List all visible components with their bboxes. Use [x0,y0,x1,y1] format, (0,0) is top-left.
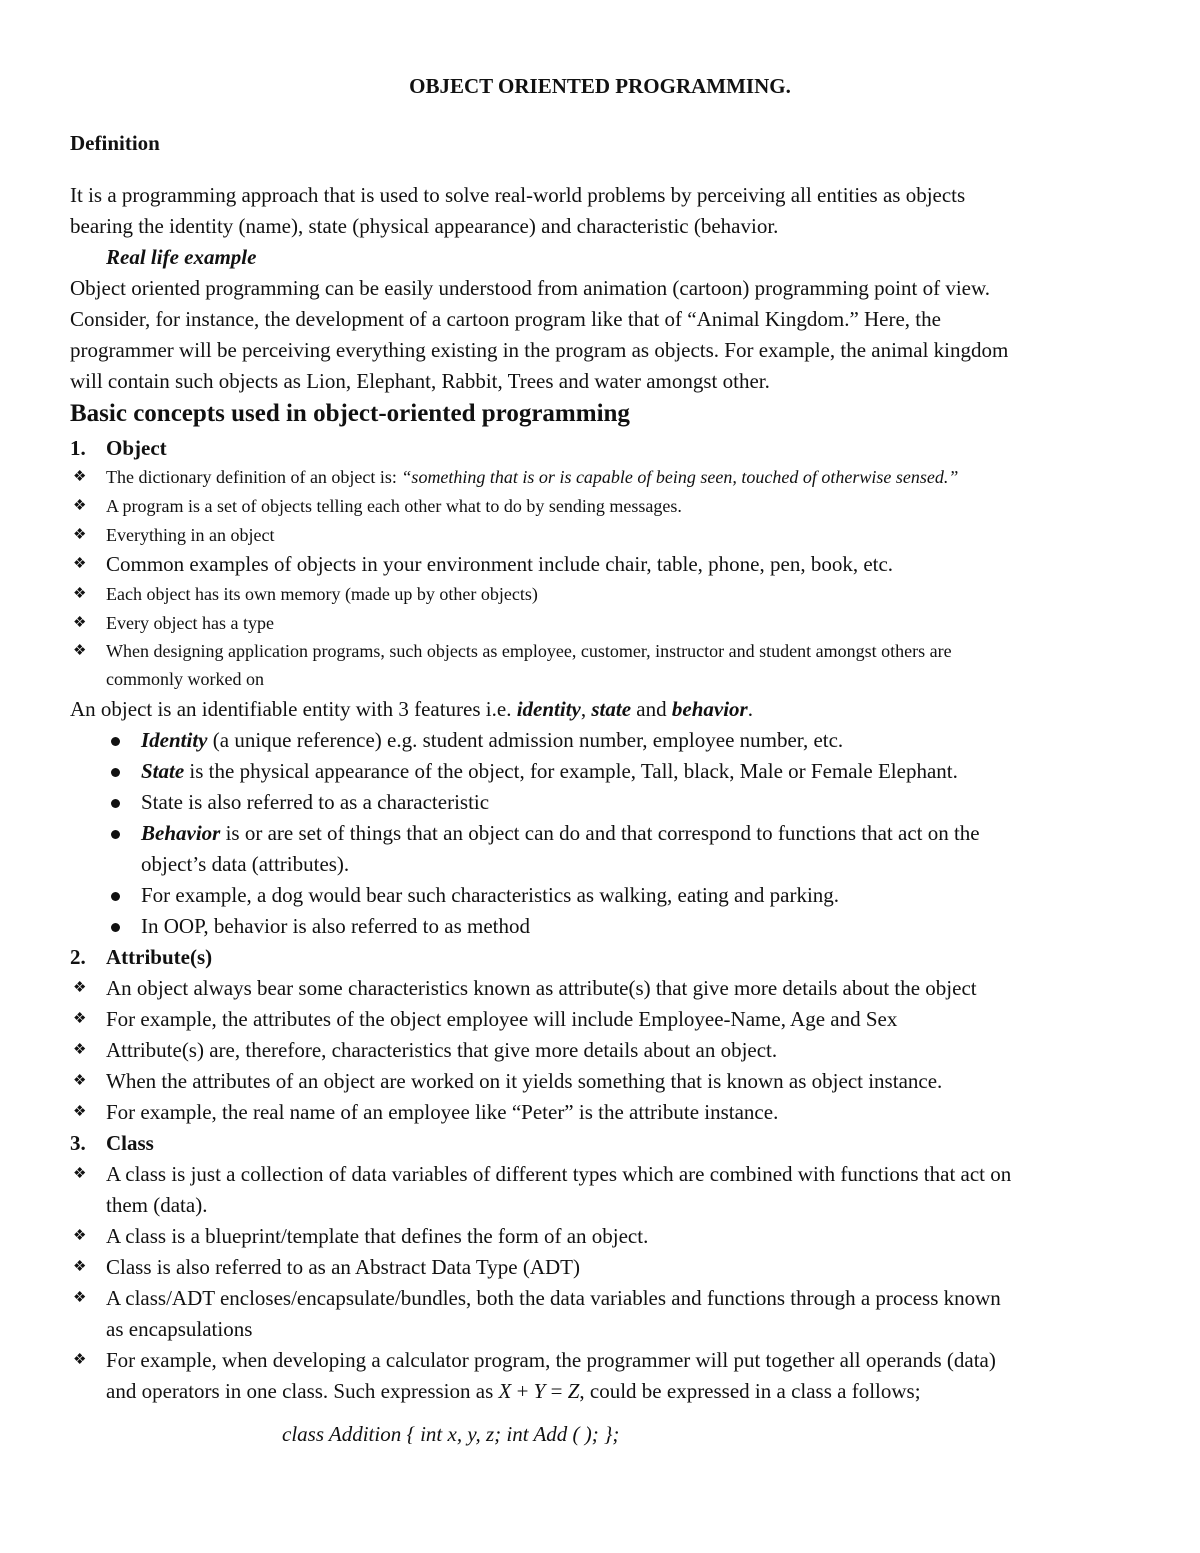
class-bullet-continuation: them (data). [106,1193,208,1217]
class-bullet: A class is just a collection of data variables of different types which are combined with functions that act on [106,1162,1012,1186]
features-state: state [591,697,632,721]
definition-heading: Definition [70,131,160,155]
expression-y: Y [533,1379,546,1403]
diamond-bullet-icon: ❖ [73,1042,87,1058]
diamond-bullet-icon: ❖ [73,615,87,631]
example-line-4: will contain such objects as Lion, Elephant, Rabbit, Trees and water amongst other. [70,369,770,393]
diamond-bullet-icon: ❖ [73,556,87,572]
features-comma: , [580,697,592,721]
diamond-bullet-icon: ❖ [73,643,87,659]
object-bullet: Everything in an object [106,525,275,545]
object-bullet: Every object has a type [106,613,274,633]
object-heading [70,434,167,462]
object-bullet: A program is a set of objects telling each other what to do by sending messages. [106,496,682,516]
page-title: OBJECT ORIENTED PROGRAMMING. [409,74,791,98]
features-identity: identity [516,697,581,721]
behavior-term: Behavior [141,821,221,845]
diamond-bullet-icon: ❖ [73,1290,87,1306]
diamond-bullet-icon: ❖ [73,1104,87,1120]
object-number: 1. [70,436,86,460]
dictionary-quote: “something that is or is capable of being seen, touched of otherwise sensed.” [401,467,959,487]
diamond-bullet-icon: ❖ [73,1259,87,1275]
basic-concepts-heading: Basic concepts used in object-oriented programming [70,400,630,427]
attribute-number: 2. [70,945,86,969]
state-item [141,757,958,785]
dog-example-item: For example, a dog would bear such characteristics as walking, eating and parking. [141,883,840,907]
object-bullet: Each object has its own memory (made up by other objects) [106,584,538,604]
object-bullet-continuation: commonly worked on [106,669,264,689]
example-line-2: Consider, for instance, the development of a cartoon program like that of “Animal Kingdom.” Here, the [70,307,941,331]
diamond-bullet-icon: ❖ [73,1352,87,1368]
identity-term: Identity [141,728,208,752]
behavior-text: is or are set of things that an object can do and that correspond to functions that act on the [220,821,980,845]
attribute-heading-text: Attribute(s) [106,945,213,969]
features-behavior: behavior [671,697,748,721]
diamond-bullet-icon: ❖ [73,469,87,485]
state-alias-item: State is also referred to as a characteristic [141,790,490,814]
class-bullet-continuation: as encapsulations [106,1317,253,1341]
state-term: State [141,759,185,783]
state-text: is the physical appearance of the object, for example, Tall, black, Male or Female Elephant. [184,759,958,783]
behavior-item [141,819,980,847]
class-bullet: Class is also referred to as an Abstract Data Type (ADT) [106,1255,580,1279]
diamond-bullet-icon: ❖ [73,1011,87,1027]
attribute-heading [70,943,212,971]
class-heading [70,1129,154,1157]
expression-z: Z [567,1379,580,1403]
bullet-dot-icon [111,923,120,932]
bullet-dot-icon [111,737,120,746]
object-bullet: Common examples of objects in your environment include chair, table, phone, pen, book, etc. [106,552,894,576]
example-heading: Real life example [106,245,257,269]
attribute-bullet: For example, the real name of an employee like “Peter” is the attribute instance. [106,1100,779,1124]
bullet-dot-icon [111,830,120,839]
bullet-dot-icon [111,892,120,901]
expression-plus: + [511,1379,534,1403]
class-bullet: For example, when developing a calculator program, the programmer will put together all operands (data) [106,1348,996,1372]
definition-line-2: bearing the identity (name), state (physical appearance) and characteristic (behavior. [70,214,779,238]
method-alias-item: In OOP, behavior is also referred to as method [141,914,530,938]
attribute-bullet: An object always bear some characteristics known as attribute(s) that give more details about the object [106,976,977,1000]
class-heading-text: Class [106,1131,154,1155]
behavior-item-continuation: object’s data (attributes). [141,852,350,876]
object-heading-text: Object [106,436,167,460]
class-expression-line [106,1377,921,1405]
class-bullet: A class/ADT encloses/encapsulate/bundles, both the data variables and functions through a process known [106,1286,1001,1310]
attribute-bullet: Attribute(s) are, therefore, characteristics that give more details about an object. [106,1038,778,1062]
bullet-dot-icon [111,799,120,808]
example-line-1: Object oriented programming can be easily understood from animation (cartoon) programming point of view. [70,276,991,300]
definition-line-1: It is a programming approach that is used to solve real-world problems by perceiving all entities as objects [70,183,966,207]
class-code-example: class Addition { int x, y, z; int Add ( ); }; [282,1422,620,1446]
features-period: . [747,697,753,721]
attribute-bullet: For example, the attributes of the object employee will include Employee-Name, Age and Sex [106,1007,898,1031]
diamond-bullet-icon: ❖ [73,980,87,996]
diamond-bullet-icon: ❖ [73,1228,87,1244]
attribute-bullet: When the attributes of an object are worked on it yields something that is known as object instance. [106,1069,943,1093]
object-features-line [70,695,753,723]
class-number: 3. [70,1131,86,1155]
object-bullet: When designing application programs, such objects as employee, customer, instructor and student amongst others are [106,641,952,661]
identity-item [141,726,843,754]
example-line-3: programmer will be perceiving everything existing in the program as objects. For example, the animal kingdom [70,338,1009,362]
features-prefix: An object is an identifiable entity with 3 features i.e. [70,697,517,721]
bullet-dot-icon [111,768,120,777]
diamond-bullet-icon: ❖ [73,586,87,602]
diamond-bullet-icon: ❖ [73,527,87,543]
object-bullet-dictionary [106,463,958,491]
features-and: and [631,697,672,721]
expression-x: X [498,1379,512,1403]
class-bullet: A class is a blueprint/template that defines the form of an object. [106,1224,649,1248]
expression-suffix: , could be expressed in a class a follows; [579,1379,921,1403]
identity-text: (a unique reference) e.g. student admission number, employee number, etc. [207,728,844,752]
expression-prefix: and operators in one class. Such expression as [106,1379,499,1403]
diamond-bullet-icon: ❖ [73,498,87,514]
dictionary-prefix: The dictionary definition of an object is: [106,467,402,487]
diamond-bullet-icon: ❖ [73,1166,87,1182]
expression-equals: = [545,1379,568,1403]
diamond-bullet-icon: ❖ [73,1073,87,1089]
